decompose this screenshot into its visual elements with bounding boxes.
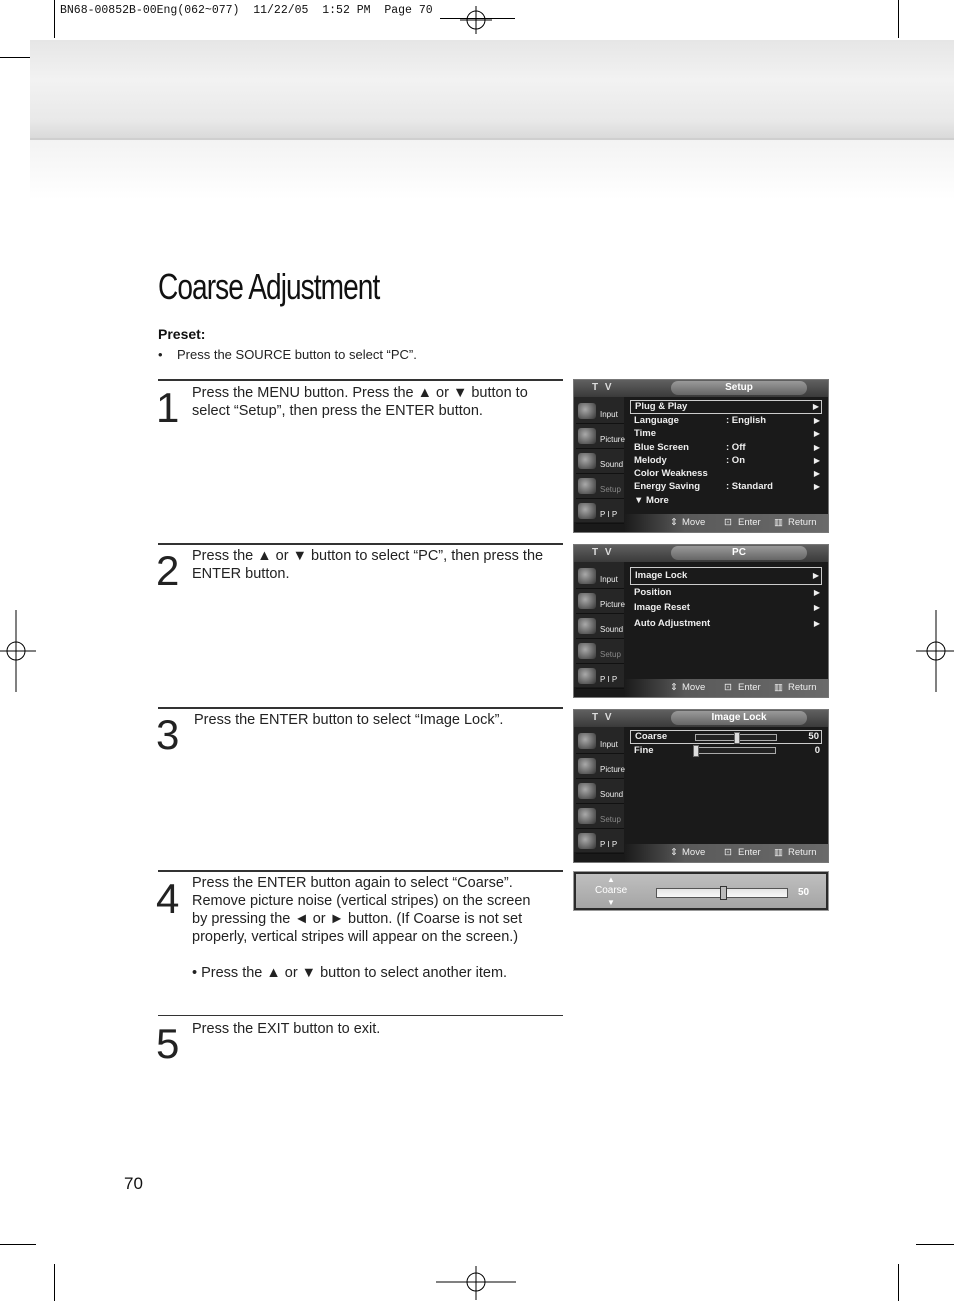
osd-sidebar-label: Sound <box>600 460 624 469</box>
arrow-right-icon: ▶ <box>813 587 820 597</box>
osd-header <box>574 710 828 727</box>
osd-sidebar-item <box>576 400 624 424</box>
enter-icon: ⊡ <box>724 517 732 528</box>
page-number: 70 <box>124 1174 143 1193</box>
crop-mark <box>916 1244 954 1245</box>
osd-sidebar <box>574 397 624 522</box>
page-title: Coarse Adjustment <box>158 266 380 307</box>
osd-sidebar-label: Setup <box>600 815 621 824</box>
step-divider <box>158 543 563 545</box>
arrow-right-icon: ▶ <box>813 455 820 465</box>
arrow-right-icon: ▶ <box>812 402 819 411</box>
osd-row-label: Auto Adjustment <box>634 617 711 629</box>
osd-row <box>630 467 822 480</box>
menu-category-icon <box>578 618 596 634</box>
registration-mark-top <box>456 4 496 34</box>
enter-icon: ⊡ <box>724 682 732 693</box>
osd-sidebar-label: Picture <box>600 600 625 609</box>
osd-row-label: Fine <box>634 745 654 756</box>
step-divider <box>158 379 563 381</box>
osd-sidebar-label: Picture <box>600 435 625 444</box>
osd-sidebar-label: Input <box>600 740 618 749</box>
osd-row-value: 50 <box>808 731 819 742</box>
osd-header <box>574 545 828 562</box>
step-bullet: • Press the ▲ or ▼ button to select another item. <box>192 965 508 981</box>
osd-sidebar-item <box>576 780 624 804</box>
menu-category-icon <box>578 783 596 799</box>
step-divider <box>158 870 563 872</box>
osd-tv-label: T V <box>592 547 614 558</box>
step-text: Press the MENU button. Press the ▲ or ▼ button to select “Setup”, then press the ENTER button. <box>192 385 528 419</box>
osd-sidebar-item <box>576 615 624 639</box>
return-icon: ▥ <box>774 682 783 693</box>
crop-mark <box>898 1264 899 1301</box>
coarse-bar-knob[interactable] <box>720 886 727 900</box>
crop-mark <box>0 1244 36 1245</box>
osd-slider-knob[interactable] <box>693 745 699 757</box>
osd-row-more: ▼ More <box>634 494 669 506</box>
osd-sidebar-item <box>576 640 624 664</box>
step-number: 1 <box>156 384 180 431</box>
osd-row-value: 0 <box>814 745 820 756</box>
arrow-up-icon: ▲ <box>607 875 615 884</box>
osd-sidebar-label: Input <box>600 410 618 419</box>
menu-category-icon <box>578 478 596 494</box>
step-divider <box>158 1015 563 1016</box>
osd-row <box>630 454 822 467</box>
osd-row <box>630 585 822 601</box>
coarse-bar-label: Coarse <box>595 885 628 896</box>
header-band <box>30 40 954 140</box>
menu-category-icon <box>578 428 596 444</box>
osd-pc-menu <box>573 544 829 698</box>
arrow-right-icon: ▶ <box>813 469 820 479</box>
menu-category-icon <box>578 453 596 469</box>
osd-slider[interactable] <box>694 747 776 754</box>
osd-sidebar-item <box>576 830 624 854</box>
osd-sidebar-label: Sound <box>600 790 624 799</box>
osd-move: Move <box>682 517 706 528</box>
osd-slider-knob[interactable] <box>734 732 740 744</box>
menu-category-icon <box>578 668 596 684</box>
osd-sidebar-item <box>576 730 624 754</box>
osd-sidebar-label: Setup <box>600 650 621 659</box>
step-number: 2 <box>156 547 180 594</box>
crop-mark <box>54 1264 55 1301</box>
coarse-bar-panel <box>576 874 826 908</box>
osd-footer <box>624 679 828 697</box>
osd-sidebar-label: Sound <box>600 625 624 634</box>
osd-sidebar-item <box>576 500 624 524</box>
osd-row-value: : Off <box>726 441 746 453</box>
osd-move: Move <box>682 682 706 693</box>
osd-main <box>630 400 822 507</box>
osd-sidebar-label: P I P <box>600 510 618 519</box>
return-icon: ▥ <box>774 847 783 858</box>
menu-category-icon <box>578 403 596 419</box>
arrow-right-icon: ▶ <box>813 442 820 452</box>
osd-row-value: : On <box>726 454 745 466</box>
osd-image-lock-menu <box>573 709 829 863</box>
arrow-down-icon: ▼ <box>607 898 615 907</box>
osd-return: Return <box>788 682 817 693</box>
osd-coarse-bar <box>573 871 829 911</box>
osd-row-label: Blue Screen <box>634 441 689 453</box>
step-text: Press the EXIT button to exit. <box>192 1021 381 1037</box>
osd-row-label: Language <box>634 415 679 426</box>
osd-slider[interactable] <box>695 734 777 741</box>
osd-sidebar-label: Input <box>600 575 618 584</box>
menu-category-icon <box>578 758 596 774</box>
preset-heading: Preset: <box>158 326 206 342</box>
osd-sidebar-item <box>576 475 624 499</box>
osd-row <box>630 744 822 757</box>
step-divider <box>158 707 563 709</box>
step-number: 4 <box>156 875 180 922</box>
arrow-right-icon: ▶ <box>813 482 820 492</box>
osd-row-label: Plug & Play <box>635 401 688 412</box>
osd-sidebar-label: P I P <box>600 675 618 684</box>
osd-title: PC <box>671 546 807 560</box>
osd-sidebar-item <box>576 665 624 689</box>
osd-sidebar-item <box>576 755 624 779</box>
osd-sidebar-item <box>576 805 624 829</box>
coarse-bar-track[interactable] <box>656 888 788 898</box>
updown-icon: ⇕ <box>670 847 678 858</box>
return-icon: ▥ <box>774 517 783 528</box>
osd-row-label: Coarse <box>635 731 668 742</box>
osd-sidebar-label: Picture <box>600 765 625 774</box>
registration-mark-left <box>0 610 40 692</box>
osd-row <box>630 616 822 632</box>
osd-footer <box>624 844 828 862</box>
osd-sidebar-label: P I P <box>600 840 618 849</box>
osd-sidebar-item <box>576 565 624 589</box>
osd-return: Return <box>788 847 817 858</box>
osd-header <box>574 380 828 397</box>
osd-row <box>630 400 822 414</box>
osd-sidebar-label: Setup <box>600 485 621 494</box>
osd-row-label: Energy Saving <box>634 481 700 493</box>
updown-icon: ⇕ <box>670 682 678 693</box>
crop-mark <box>898 0 899 38</box>
menu-category-icon <box>578 833 596 849</box>
osd-row-label: Image Reset <box>634 602 690 613</box>
osd-main <box>630 567 822 631</box>
menu-category-icon <box>578 733 596 749</box>
registration-mark-bottom <box>436 1266 516 1301</box>
menu-category-icon <box>578 568 596 584</box>
updown-icon: ⇕ <box>670 517 678 528</box>
step-number: 5 <box>156 1020 180 1067</box>
osd-move: Move <box>682 847 706 858</box>
osd-tv-label: T V <box>592 382 614 393</box>
osd-tv-label: T V <box>592 712 614 723</box>
arrow-right-icon: ▶ <box>813 429 820 439</box>
osd-row <box>630 730 822 744</box>
menu-category-icon <box>578 808 596 824</box>
osd-row-value: : English <box>726 415 767 426</box>
osd-sidebar <box>574 562 624 687</box>
osd-row-label: Color Weakness <box>634 468 708 480</box>
osd-main <box>630 730 822 757</box>
osd-row-value: : Standard <box>726 481 773 493</box>
menu-category-icon <box>578 593 596 609</box>
osd-row <box>630 480 822 493</box>
osd-row-label: Image Lock <box>635 570 688 581</box>
osd-return: Return <box>788 517 817 528</box>
osd-title: Image Lock <box>671 711 807 725</box>
coarse-bar-value: 50 <box>798 887 810 898</box>
arrow-right-icon: ▶ <box>812 571 819 580</box>
step-text: Press the ENTER button to select “Image Lock”. <box>194 712 504 728</box>
preset-item: • Press the SOURCE button to select “PC”. <box>158 347 417 362</box>
crop-mark <box>54 0 55 38</box>
osd-sidebar-item <box>576 425 624 449</box>
osd-enter: Enter <box>738 682 761 693</box>
osd-row <box>630 441 822 454</box>
arrow-right-icon: ▶ <box>813 416 820 425</box>
step-text: Press the ENTER button again to select “Coarse”. Remove picture noise (vertical stripes) on the screen by pressing the ◄ or ► button. (If Coarse is not set properly, vertical stripes will appear on the screen.) <box>192 875 531 945</box>
osd-row-label: Time <box>634 428 657 440</box>
osd-row <box>630 427 822 440</box>
osd-sidebar <box>574 727 624 852</box>
osd-enter: Enter <box>738 847 761 858</box>
osd-row-label: Melody <box>634 454 667 466</box>
print-slug: BN68-00852B-00Eng(062~077) 11/22/05 1:52 PM Page 70 <box>60 4 433 17</box>
step-number: 3 <box>156 711 180 758</box>
osd-setup-menu <box>573 379 829 533</box>
osd-row <box>630 414 822 427</box>
osd-sidebar-item <box>576 450 624 474</box>
registration-mark-right <box>914 610 954 692</box>
step-text: Press the ▲ or ▼ button to select “PC”, then press the ENTER button. <box>192 548 544 582</box>
osd-row-label: Position <box>634 586 672 598</box>
osd-row <box>630 600 822 616</box>
menu-category-icon <box>578 503 596 519</box>
arrow-right-icon: ▶ <box>813 618 820 628</box>
osd-row <box>630 567 822 585</box>
preset-item-text: Press the SOURCE button to select “PC”. <box>177 347 417 362</box>
osd-footer <box>624 514 828 532</box>
osd-title: Setup <box>671 381 807 395</box>
menu-category-icon <box>578 643 596 659</box>
enter-icon: ⊡ <box>724 847 732 858</box>
arrow-right-icon: ▶ <box>813 603 820 612</box>
osd-enter: Enter <box>738 517 761 528</box>
osd-sidebar-item <box>576 590 624 614</box>
header-fade <box>30 140 954 200</box>
